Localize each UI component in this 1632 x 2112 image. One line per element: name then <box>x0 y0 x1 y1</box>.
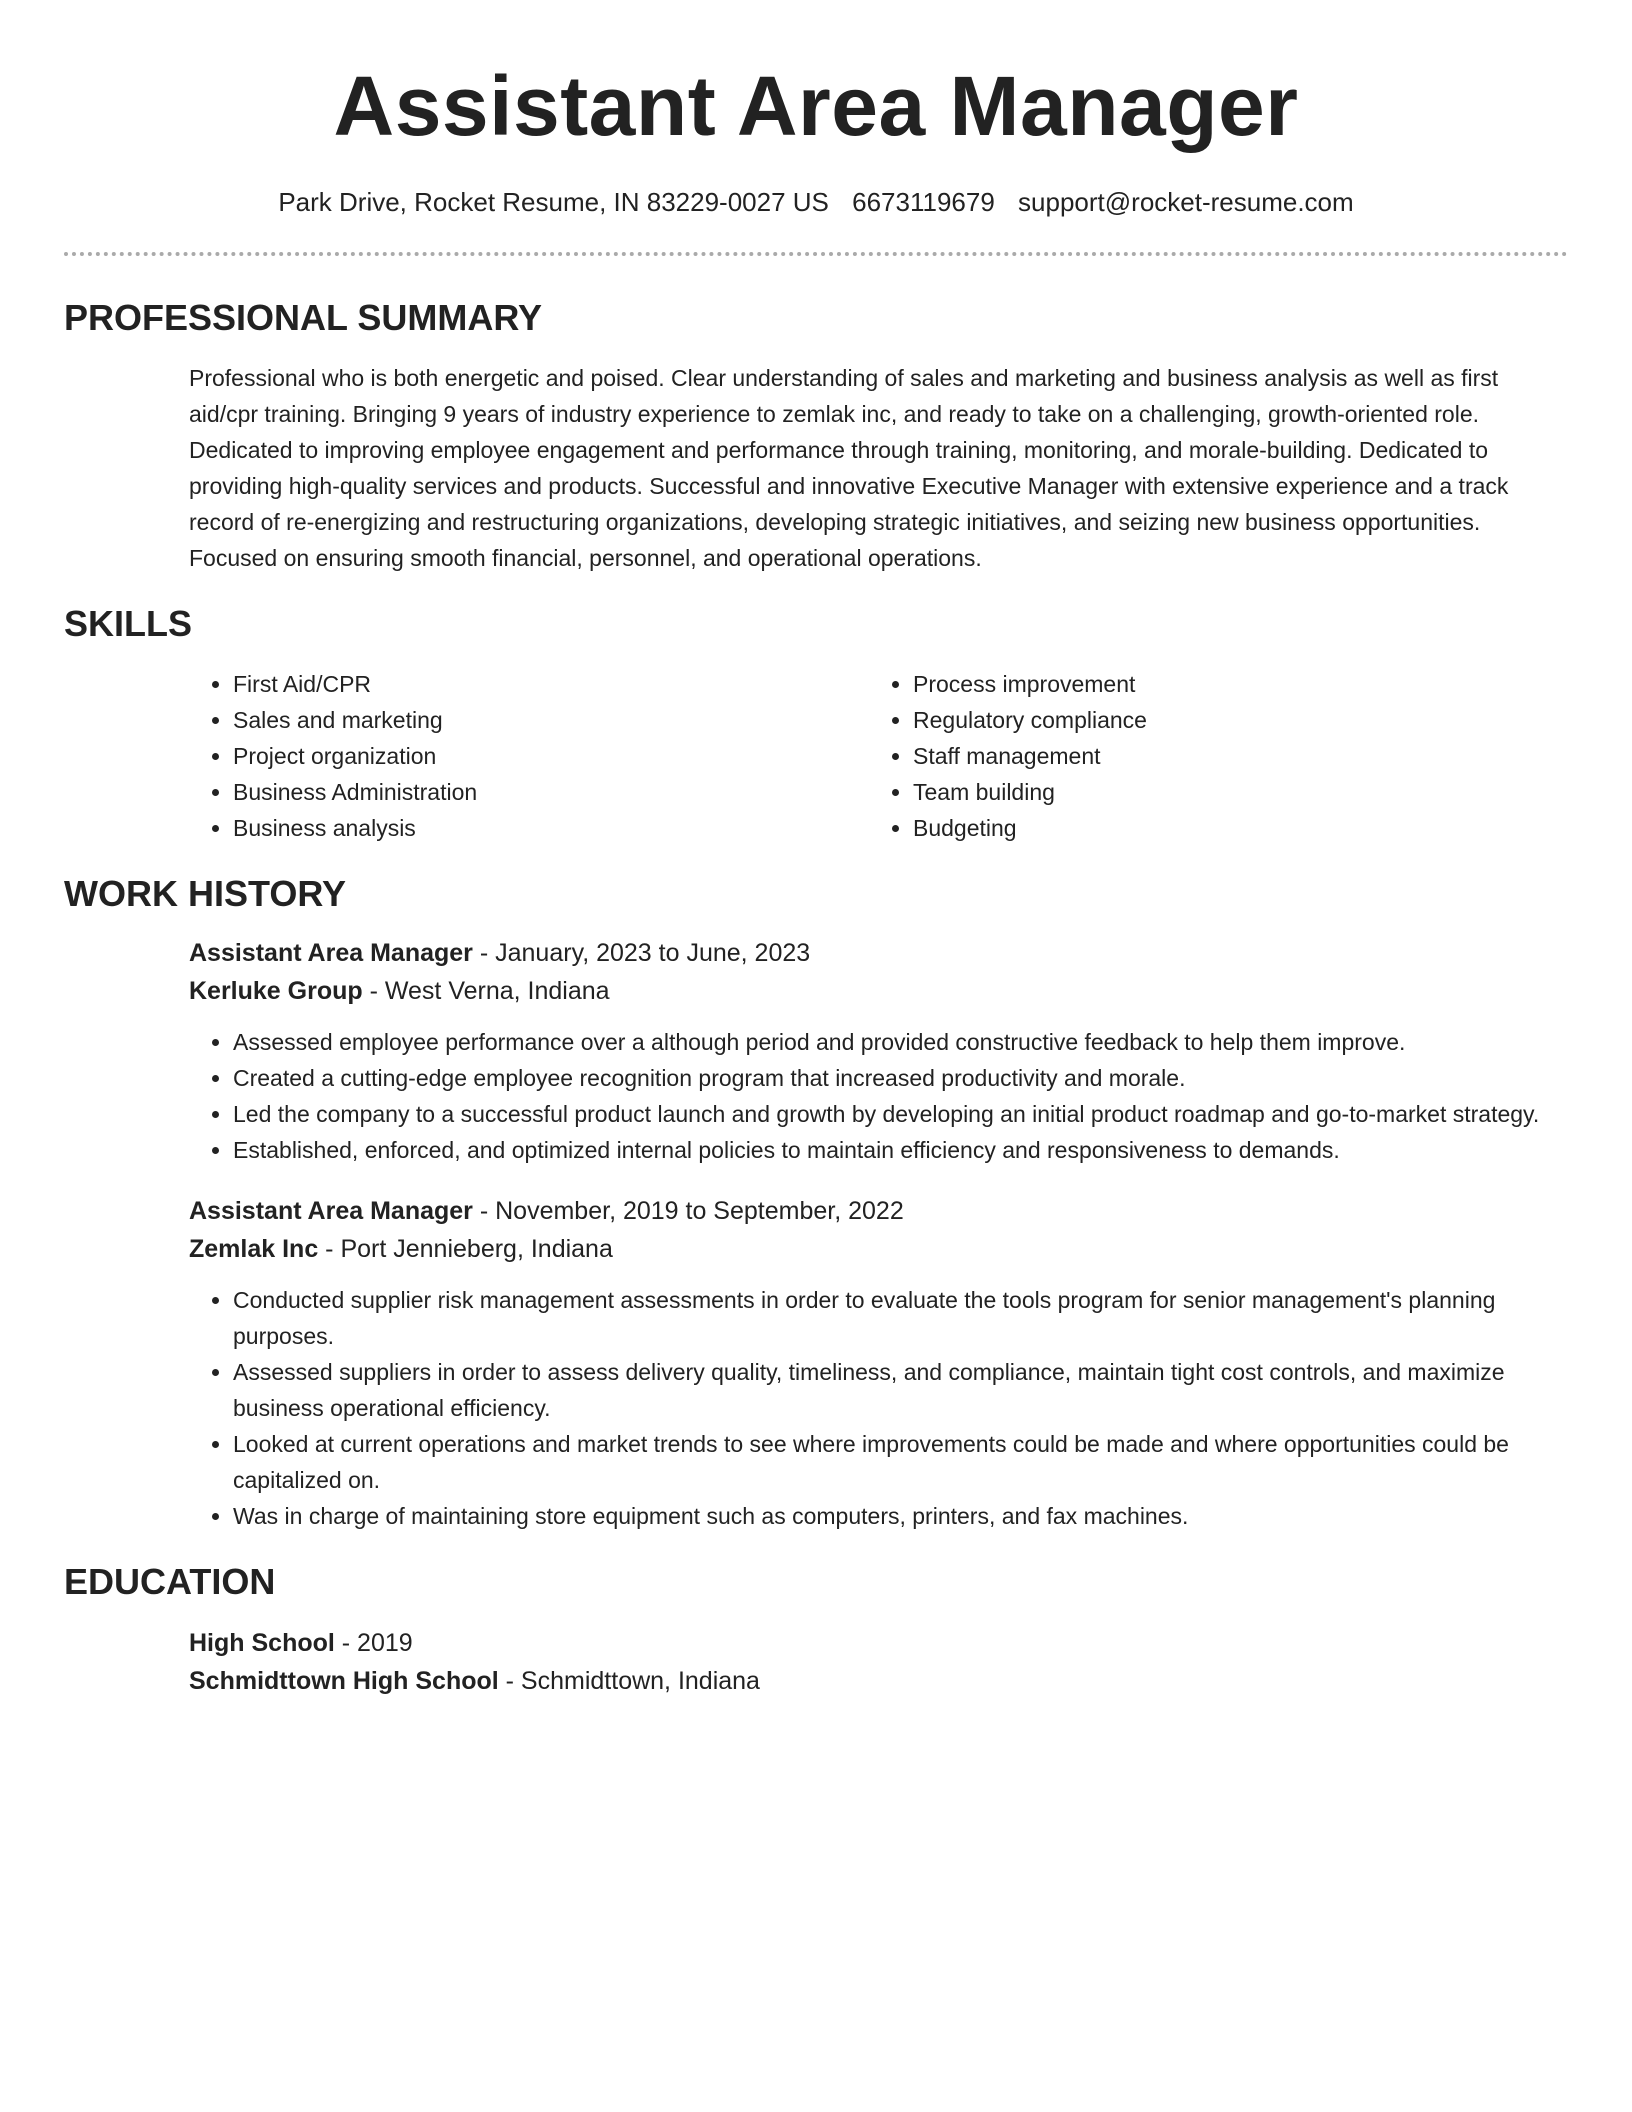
education-school-line <box>189 1662 1568 1700</box>
summary-text: Professional who is both energetic and poised. Clear understanding of sales and marketing and business analysis as well as first aid/cpr training. Bringing 9 years of industry experience to zemlak inc, and ready to take on a challenging, growth-oriented role. Dedicated to improving employee engagement and performance through training, monitoring, and morale-building. Dedicated to providing high-quality services and products. Successful and innovative Executive Manager with extensive experience and a track record of re-energizing and restructuring organizations, developing strategic initiatives, and seizing new business opportunities. Focused on ensuring smooth financial, personnel, and operational operations. <box>189 365 1509 571</box>
skills-column-right <box>869 666 1549 846</box>
job-entry <box>189 1192 1568 1534</box>
job-company: Zemlak Inc <box>189 1235 319 1263</box>
job-company-line <box>189 1230 1568 1268</box>
section-title-skills: SKILLS <box>64 603 193 644</box>
skill-item: • Sales and marketing <box>233 702 869 738</box>
job-location: - Port Jennieberg, Indiana <box>318 1235 613 1263</box>
skill-item: • Business analysis <box>233 810 869 846</box>
header-divider <box>64 252 1568 256</box>
section-title-summary: PROFESSIONAL SUMMARY <box>64 297 543 338</box>
job-bullet: • Led the company to a successful product launch and growth by developing an initial product roadmap and go-to-market strategy. <box>233 1096 1568 1132</box>
job-title-line <box>189 1192 1568 1230</box>
skill-item: • Business Administration <box>233 774 869 810</box>
skill-item: • Staff management <box>913 738 1549 774</box>
contact-line <box>64 186 1568 218</box>
education-degree: High School <box>189 1629 335 1657</box>
skill-item: • Regulatory compliance <box>913 702 1549 738</box>
skills-list <box>189 666 1568 846</box>
job-bullets <box>64 1282 1568 1534</box>
section-title-work: WORK HISTORY <box>64 873 347 914</box>
education-school: Schmidttown High School <box>189 1667 499 1695</box>
section-title-education: EDUCATION <box>64 1561 276 1602</box>
job-bullet: • Created a cutting-edge employee recognition program that increased productivity and morale. <box>233 1060 1568 1096</box>
job-entry <box>189 934 1568 1168</box>
job-title-line <box>189 934 1568 972</box>
skills-column-left <box>189 666 869 846</box>
education-degree-line <box>189 1624 1568 1662</box>
skill-item: • Budgeting <box>913 810 1549 846</box>
education-entry <box>189 1624 1568 1700</box>
job-bullet: • Looked at current operations and market trends to see where improvements could be made and where opportunities could be capitalized on. <box>233 1426 1568 1498</box>
job-bullet: • Was in charge of maintaining store equipment such as computers, printers, and fax machines. <box>233 1498 1568 1534</box>
job-dates: - January, 2023 to June, 2023 <box>472 939 811 967</box>
skill-item: • Team building <box>913 774 1549 810</box>
job-bullet: • Assessed suppliers in order to assess delivery quality, timeliness, and compliance, maintain tight cost controls, and maximize business operational efficiency. <box>233 1354 1568 1426</box>
skill-item: • Project organization <box>233 738 869 774</box>
education-location: - Schmidttown, Indiana <box>498 1667 760 1695</box>
job-location: - West Verna, Indiana <box>362 977 610 1005</box>
summary-block <box>189 360 1568 576</box>
job-role: Assistant Area Manager <box>189 1197 473 1225</box>
job-bullets <box>64 1024 1568 1168</box>
job-bullet: • Established, enforced, and optimized internal policies to maintain efficiency and responsiveness to demands. <box>233 1132 1568 1168</box>
education-year: - 2019 <box>334 1629 413 1657</box>
skill-item: • Process improvement <box>913 666 1549 702</box>
job-company: Kerluke Group <box>189 977 363 1005</box>
job-company-line <box>189 972 1568 1010</box>
contact-phone: 6673119679 <box>852 187 995 217</box>
job-bullet: • Assessed employee performance over a although period and provided constructive feedback to help them improve. <box>233 1024 1568 1060</box>
resume-name: Assistant Area Manager <box>333 59 1299 153</box>
contact-address: Park Drive, Rocket Resume, IN 83229-0027 US <box>278 187 829 217</box>
job-bullet: • Conducted supplier risk management assessments in order to evaluate the tools program for senior management's planning purposes. <box>233 1282 1568 1354</box>
job-role: Assistant Area Manager <box>189 939 473 967</box>
job-dates: - November, 2019 to September, 2022 <box>472 1197 904 1225</box>
skill-item: • First Aid/CPR <box>233 666 869 702</box>
contact-email: support@rocket-resume.com <box>1018 187 1354 217</box>
resume-page <box>64 0 1568 1700</box>
